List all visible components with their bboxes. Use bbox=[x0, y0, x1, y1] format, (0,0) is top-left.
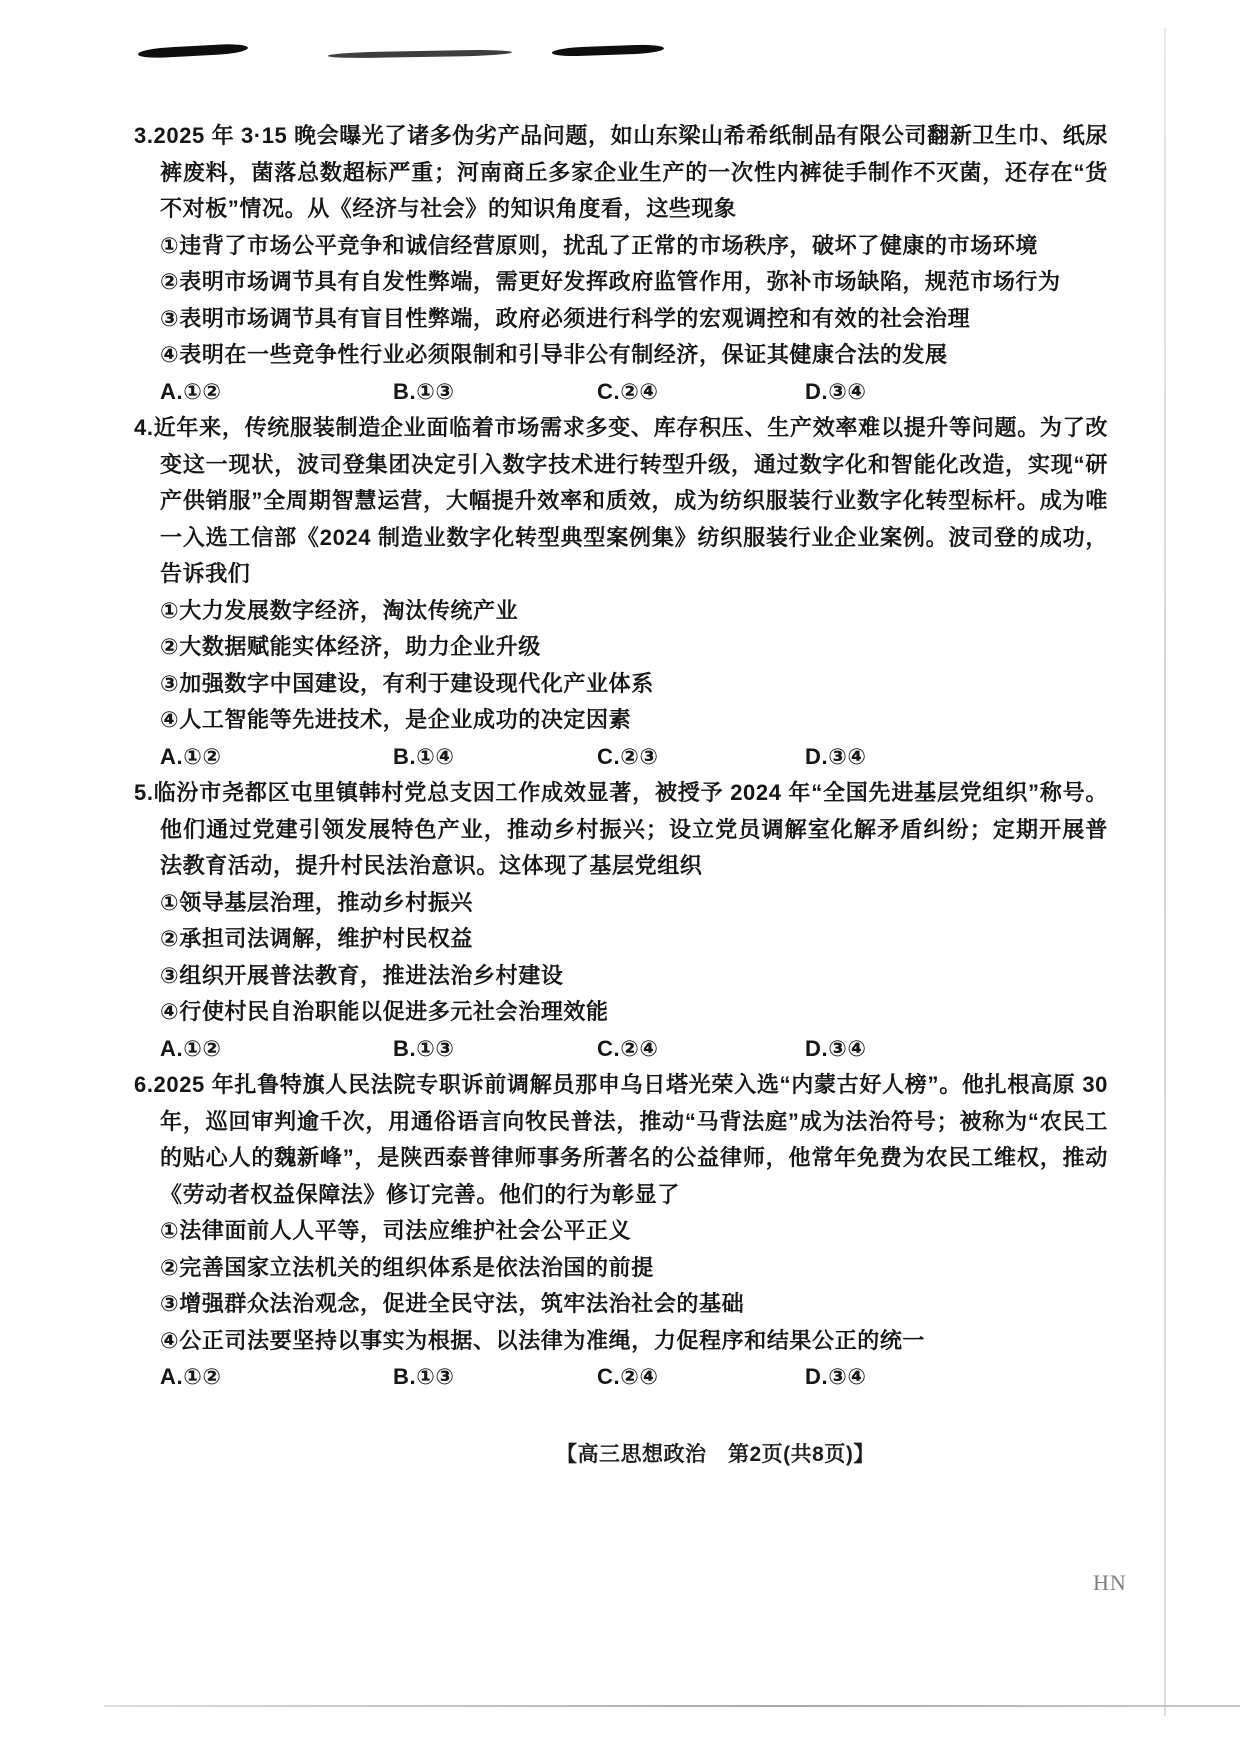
answer-choices-row bbox=[160, 739, 1108, 776]
page-footer: 【高三思想政治 第2页(共8页)】 bbox=[556, 1443, 875, 1466]
question-stem: 5.临汾市尧都区屯里镇韩村党总支因工作成效显著，被授予 2024 年“全国先进基层党组织”称号。他们通过党建引领发展特色产业，推动乡村振兴；设立党员调解室化解矛盾纠纷；定期开展普法教育活动，提升村民法治意识。这体现了基层党组织 bbox=[134, 780, 1108, 878]
ink-smudge-icon bbox=[138, 43, 248, 59]
choice-a: A.①② bbox=[160, 743, 222, 769]
option-line-1: ①违背了市场公平竞争和诚信经营原则，扰乱了正常的市场秩序，破坏了健康的市场环境 bbox=[160, 232, 1039, 258]
choice-c: C.②④ bbox=[597, 378, 659, 404]
ink-smudge-icon bbox=[552, 44, 664, 57]
ink-smudge-icon bbox=[328, 49, 512, 58]
choice-c: C.②④ bbox=[597, 1364, 659, 1389]
option-line-3: ③表明市场调节具有盲目性弊端，政府必须进行科学的宏观调控和有效的社会治理 bbox=[160, 305, 971, 331]
corner-mark: HN bbox=[1093, 1570, 1127, 1595]
question-3 bbox=[134, 118, 1108, 410]
option-line-3: ③加强数字中国建设，有利于建设现代化产业体系 bbox=[160, 670, 654, 696]
question-4 bbox=[134, 410, 1108, 775]
option-line-4: ④表明在一些竞争性行业必须限制和引导非公有制经济，保证其健康合法的发展 bbox=[160, 342, 948, 367]
option-line-1: ①领导基层治理，推动乡村振兴 bbox=[160, 889, 474, 915]
choice-d: D.③④ bbox=[805, 378, 867, 404]
option-line-3: ③增强群众法治观念，促进全民守法，筑牢法治社会的基础 bbox=[160, 1291, 745, 1316]
option-line-2: ②大数据赋能实体经济，助力企业升级 bbox=[160, 634, 541, 659]
option-line-4: ④人工智能等先进技术，是企业成功的决定因素 bbox=[160, 707, 632, 732]
choice-a: A.①② bbox=[160, 378, 222, 404]
choice-d: D.③④ bbox=[805, 1035, 867, 1061]
option-line-4: ④行使村民自治职能以促进多元社会治理效能 bbox=[160, 999, 609, 1024]
choice-b: B.①④ bbox=[393, 743, 455, 769]
option-line-3: ③组织开展普法教育，推进法治乡村建设 bbox=[160, 962, 564, 988]
choice-c: C.②④ bbox=[597, 1035, 659, 1061]
answer-choices-row bbox=[160, 374, 1108, 411]
option-line-2: ②承担司法调解，维护村民权益 bbox=[160, 926, 474, 951]
option-line-2: ②完善国家立法机关的组织体系是依法治国的前提 bbox=[160, 1254, 654, 1280]
choice-a: A.①② bbox=[160, 1364, 222, 1389]
option-line-1: ①大力发展数字经济，淘汰传统产业 bbox=[160, 597, 519, 623]
choice-c: C.②③ bbox=[597, 743, 659, 769]
choice-b: B.①③ bbox=[393, 1035, 455, 1061]
option-line-2: ②表明市场调节具有自发性弊端，需更好发挥政府监管作用，弥补市场缺陷，规范市场行为 bbox=[160, 269, 1061, 294]
choice-b: B.①③ bbox=[393, 1364, 455, 1389]
choice-a: A.①② bbox=[160, 1035, 222, 1061]
question-5 bbox=[134, 775, 1108, 1067]
page-edge-line bbox=[1164, 28, 1166, 1716]
option-line-4: ④公正司法要坚持以事实为根据、以法律为准绳，力促程序和结果公正的统一 bbox=[160, 1327, 926, 1353]
choice-d: D.③④ bbox=[805, 1364, 867, 1389]
answer-choices-row bbox=[160, 1359, 1108, 1396]
choice-b: B.①③ bbox=[393, 378, 455, 404]
option-line-1: ①法律面前人人平等，司法应维护社会公平正义 bbox=[160, 1218, 632, 1243]
answer-choices-row bbox=[160, 1031, 1108, 1068]
choice-d: D.③④ bbox=[805, 743, 867, 769]
question-stem: 6.2025 年扎鲁特旗人民法院专职诉前调解员那申乌日塔光荣入选“内蒙古好人榜”。他扎根高原 30 年，巡回审判逾千次，用通俗语言向牧民普法，推动“马背法庭”成为法治符号；被称为“农民工的贴心人的魏新峰”，是陕西泰普律师事务所著名的公益律师，他常年免费为农民工维权，推动《劳动者权益保障法》修订完善。他们的行为彰显了 bbox=[134, 1072, 1108, 1207]
question-stem: 3.2025 年 3·15 晚会曝光了诸多伪劣产品问题，如山东梁山希希纸制品有限公司翻新卫生巾、纸尿裤废料，菌落总数超标严重；河南商丘多家企业生产的一次性内裤徒手制作不灭菌，还存在“货不对板”情况。从《经济与社会》的知识角度看，这些现象 bbox=[134, 123, 1108, 221]
page-edge-line bbox=[104, 1705, 1240, 1707]
exam-content bbox=[134, 118, 1108, 1396]
question-6 bbox=[134, 1067, 1108, 1396]
question-stem: 4.近年来，传统服装制造企业面临着市场需求多变、库存积压、生产效率难以提升等问题。为了改变这一现状，波司登集团决定引入数字技术进行转型升级，通过数字化和智能化改造，实现“研产供销服”全周期智慧运营，大幅提升效率和质效，成为纺织服装行业数字化转型标杆。成为唯一入选工信部《2024 制造业数字化转型典型案例集》纺织服装行业企业案例。波司登的成功，告诉我们 bbox=[134, 415, 1108, 586]
